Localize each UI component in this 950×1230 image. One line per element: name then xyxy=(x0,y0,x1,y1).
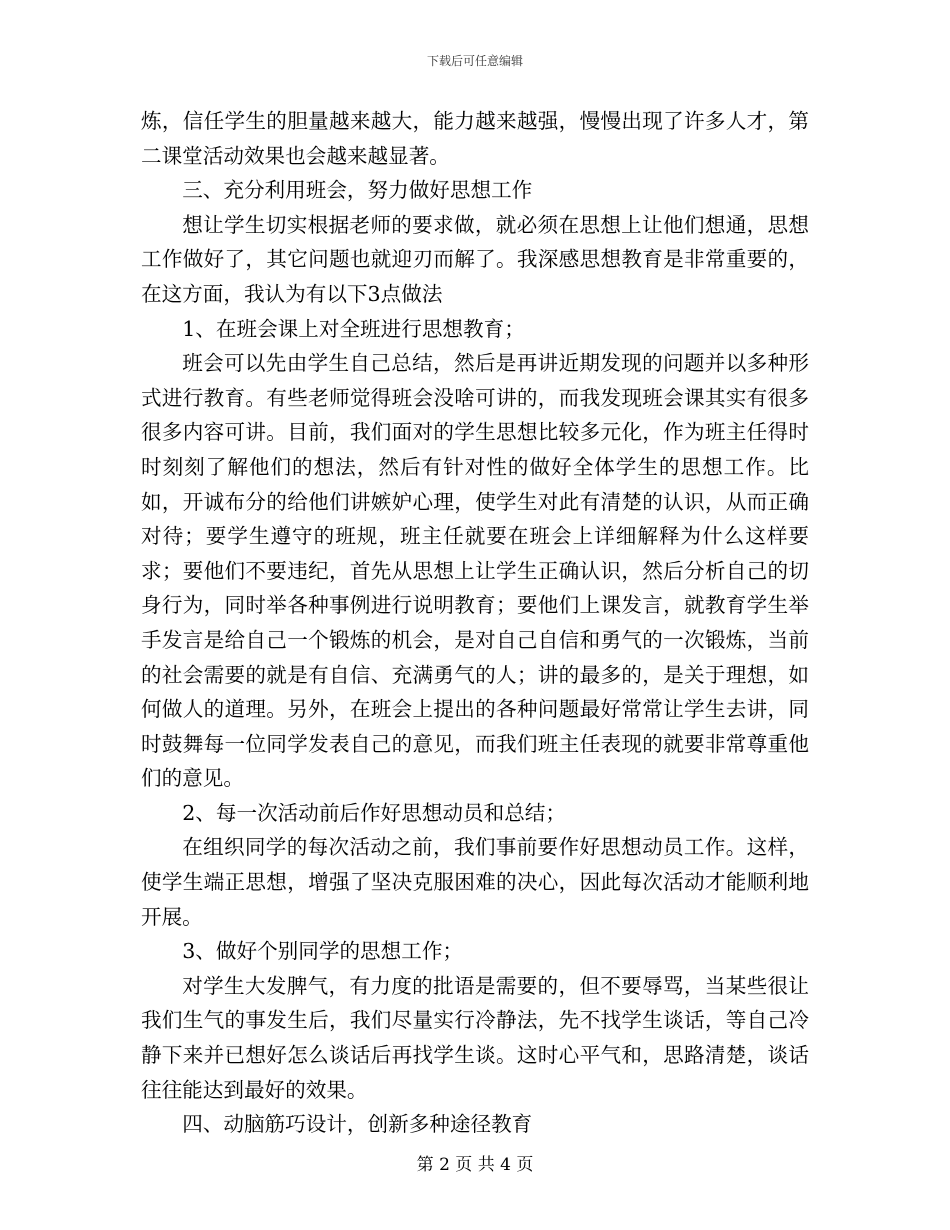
paragraph-individual: 对学生大发脾气，有力度的批语是需要的，但不要辱骂，当某些很让我们生气的事发生后，我们尽量实行冷静法，先不找学生谈话，等自己冷静下来并已想好怎么谈话后再找学生谈。这时心平气和，思路清楚，谈话往往能达到最好的效果。 xyxy=(141,973,809,1102)
subheading-1: 1、在班会课上对全班进行思想教育； xyxy=(182,316,525,341)
section-heading-3: 三、充分利用班会，努力做好思想工作 xyxy=(182,178,533,203)
page-header: 下载后可任意编辑 xyxy=(426,54,523,68)
subheading-2: 2、每一次活动前后作好思想动员和总结； xyxy=(182,800,566,825)
document-body xyxy=(141,104,809,1142)
section-heading-4: 四、动脑筋巧设计，创新多种途径教育 xyxy=(182,1112,533,1137)
paragraph-intro: 想让学生切实根据老师的要求做，就必须在思想上让他们想通，思想工作做好了，其它问题也就迎刃而解了。我深感思想教育是非常重要的，在这方面，我认为有以下3点做法 xyxy=(141,212,809,306)
paragraph-class-meeting: 班会可以先由学生自己总结，然后是再讲近期发现的问题并以多种形式进行教育。有些老师觉得班会没啥可讲的，而我发现班会课其实有很多很多内容可讲。目前，我们面对的学生思想比较多元化，作为班主任得时时刻刻了解他们的想法，然后有针对性的做好全体学生的思想工作。比如，开诚布分的给他们讲嫉妒心理，使学生对此有清楚的认识，从而正确对待；要学生遵守的班规，班主任就要在班会上详细解释为什么这样要求；要他们不要违纪，首先从思想上让学生正确认识，然后分析自己的切身行为，同时举各种事例进行说明教育；要他们上课发言，就教育学生举手发言是给自己一个锻炼的机会，是对自己自信和勇气的一次锻炼，当前的社会需要的就是有自信、充满勇气的人；讲的最多的，是关于理想，如何做人的道理。另外，在班会上提出的各种问题最好常常让学生去讲，同时鼓舞每一位同学发表自己的意见，而我们班主任表现的就要非常尊重他们的意见。 xyxy=(141,351,809,791)
page-number: 第 2 页 共 4 页 xyxy=(416,1155,534,1175)
subheading-3: 3、做好个别同学的思想工作； xyxy=(182,939,464,964)
paragraph-continuation: 炼，信任学生的胆量越来越大，能力越来越强，慢慢出现了许多人才，第二课堂活动效果也会越来越显著。 xyxy=(141,109,809,168)
paragraph-activity: 在组织同学的每次活动之前，我们事前要作好思想动员工作。这样，使学生端正思想，增强了坚决克服困难的决心，因此每次活动才能顺利地开展。 xyxy=(141,835,809,929)
